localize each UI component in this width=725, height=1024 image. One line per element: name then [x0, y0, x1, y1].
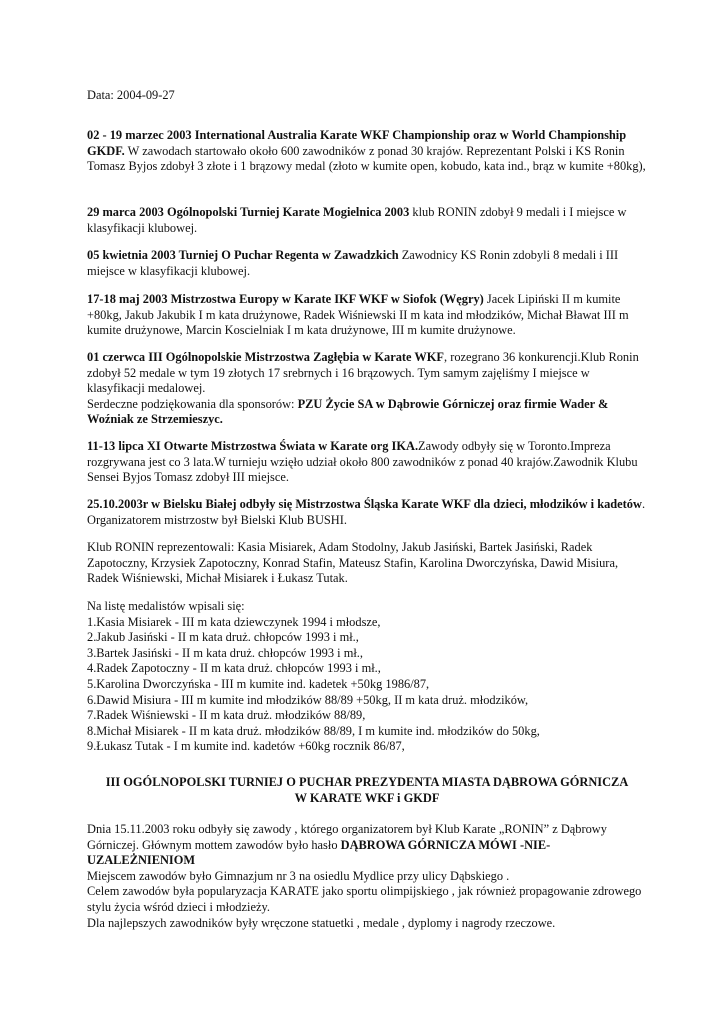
event-text: W zawodach startowało około 600 zawodników z ponad 30 krajów. Reprezentant Polski i KS Ronin Tomasz Byjos zdobył 3 złote i 1 brązowy medal (złoto w kumite open, kobudo, kata ind., brąz w kumite +80kg), — [87, 143, 646, 174]
event-text: Zawody odbyły się w Toronto.Impreza rozgrywana jest co 3 lata.W turnieju wzięło udział około 800 zawodników z ponad 40 krajów.Zawodnik Klubu Sensei Byjos Tomasz zdobył III miejsce. — [87, 439, 638, 485]
event-text: Jacek Lipiński II m kumite +80kg, Jakub Jakubik I m kata drużynowe, Radek Wiśniewski II m kata ind młodzików, Michał Bławat III m kumite drużynowe, Marcin Koscielniak I m kata drużynowe, III m kumite drużynowe. — [87, 292, 629, 338]
list-item: 2.Jakub Jasiński - II m kata druż. chłopców 1993 i mł., — [87, 630, 359, 645]
medalists-intro: Na listę medalistów wpisali się: — [87, 599, 245, 613]
event-heading: 05 kwietnia 2003 Turniej O Puchar Regenta w Zawadzkich — [87, 248, 399, 262]
event-text: , rozegrano 36 konkurencji.Klub Ronin zdobył 52 medale w tym 19 złotych 17 srebrnych i 16 brązowych. Tym samym zajęliśmy I miejsce w klasyfikacji medalowej. — [87, 350, 639, 396]
event-heading: 29 marca 2003 Ogólnopolski Turniej Karate Mogielnica 2003 — [87, 205, 410, 219]
tournament-description — [87, 822, 647, 931]
event-toronto — [87, 439, 647, 486]
event-australia — [87, 128, 647, 175]
club-representatives: Klub RONIN reprezentowali: Kasia Misiarek, Adam Stodolny, Jakub Jasiński, Bartek Jasiński, Radek Zapotoczny, Krzysiek Zapotoczny, Konrad Stafin, Mateusz Stafin, Karolina Dworczyńska, Dawid Misiura, Radek Wiśniewski, Michał Misiarek i Łukasz Tutak. — [87, 540, 619, 586]
event-zaglebie-text — [87, 350, 647, 397]
event-mogielnica — [87, 205, 647, 236]
event-text: Zawodnicy KS Ronin zdobyli 8 medali i III miejsce w klasyfikacji klubowej. — [87, 248, 619, 278]
event-heading: 25.10.2003r w Bielsku Białej odbyły się Mistrzostwa Śląska Karate WKF dla dzieci, młodzików i kadetów — [87, 497, 642, 511]
list-item: 3.Bartek Jasiński - II m kata druż. chłopców 1993 i mł., — [87, 645, 363, 660]
tournament-prizes: Dla najlepszych zawodników były wręczone statuetki , medale , dyplomy i nagrody rzeczowe. — [87, 915, 556, 930]
event-text: klub RONIN zdobył 9 medali i I miejsce w klasyfikacji klubowej. — [87, 205, 627, 235]
sponsors-thanks — [87, 397, 647, 428]
event-heading: 17-18 maj 2003 Mistrzostwa Europy w Karate IKF WKF w Siofok (Węgry) — [87, 292, 484, 306]
medalists-list — [87, 599, 647, 755]
list-item: 4.Radek Zapotoczny - II m kata druż. chłopców 1993 i mł., — [87, 661, 381, 676]
event-heading: 11-13 lipca XI Otwarte Mistrzostwa Świata w Karate org IKA. — [87, 439, 419, 453]
tournament-intro — [87, 822, 647, 869]
list-item: 7.Radek Wiśniewski - II m kata druż. młodzików 88/89, — [87, 708, 366, 723]
tournament-title-line1: III OGÓLNOPOLSKI TURNIEJ O PUCHAR PREZYDENTA MIASTA DĄBROWA GÓRNICZA — [105, 775, 629, 789]
list-item: 8.Michał Misiarek - II m kata druż. młodzików 88/89, I m kumite ind. młodzików do 50kg, — [87, 723, 540, 738]
document-date: Data: 2004-09-27 — [87, 88, 175, 102]
event-text: . Organizatorem mistrzostw był Bielski Klub BUSHI. — [87, 497, 646, 527]
list-item: 1.Kasia Misiarek - III m kata dziewczynek 1994 i młodsze, — [87, 614, 381, 629]
list-item: 9.Łukasz Tutak - I m kumite ind. kadetów +60kg rocznik 86/87, — [87, 739, 405, 754]
sponsors-thanks-text: Serdeczne podziękowania dla sponsorów: — [87, 396, 298, 411]
tournament-venue: Miejscem zawodów było Gimnazjum nr 3 na osiedlu Mydlice przy ulicy Dąbskiego . — [87, 868, 510, 883]
tournament-title — [87, 775, 647, 806]
event-bielsko — [87, 497, 647, 528]
sponsors-names: PZU Życie SA w Dąbrowie Górniczej oraz firmie Wader & Woźniak ze Strzemieszyc. — [87, 396, 609, 427]
event-siofok — [87, 292, 647, 339]
tournament-text: Dnia 15.11.2003 roku odbyły się zawody , którego organizatorem był Klub Karate „RONIN” z Dąbrowy Górniczej. Głównym mottem zawodów było hasło — [87, 822, 607, 852]
tournament-motto: DĄBROWA GÓRNICZA MÓWI -NIE-UZALEŻNIENIOM — [87, 837, 551, 868]
list-item: 5.Karolina Dworczyńska - III m kumite ind. kadetek +50kg 1986/87, — [87, 676, 430, 691]
event-zaglebie — [87, 350, 647, 428]
event-zawadzkie — [87, 248, 647, 279]
tournament-goal: Celem zawodów była popularyzacja KARATE jako sportu olimpijskiego , jak również propagowanie zdrowego stylu życia wśród dzieci i młodzieży. — [87, 884, 642, 914]
event-heading: 02 - 19 marzec 2003 International Australia Karate WKF Championship oraz w World Championship GKDF. — [87, 128, 627, 158]
event-heading: 01 czerwca III Ogólnopolskie Mistrzostwa Zagłębia w Karate WKF — [87, 350, 444, 364]
tournament-title-line2: W KARATE WKF i GKDF — [294, 790, 440, 805]
list-item: 6.Dawid Misiura - III m kumite ind młodzików 88/89 +50kg, II m kata druż. młodzików, — [87, 692, 529, 707]
